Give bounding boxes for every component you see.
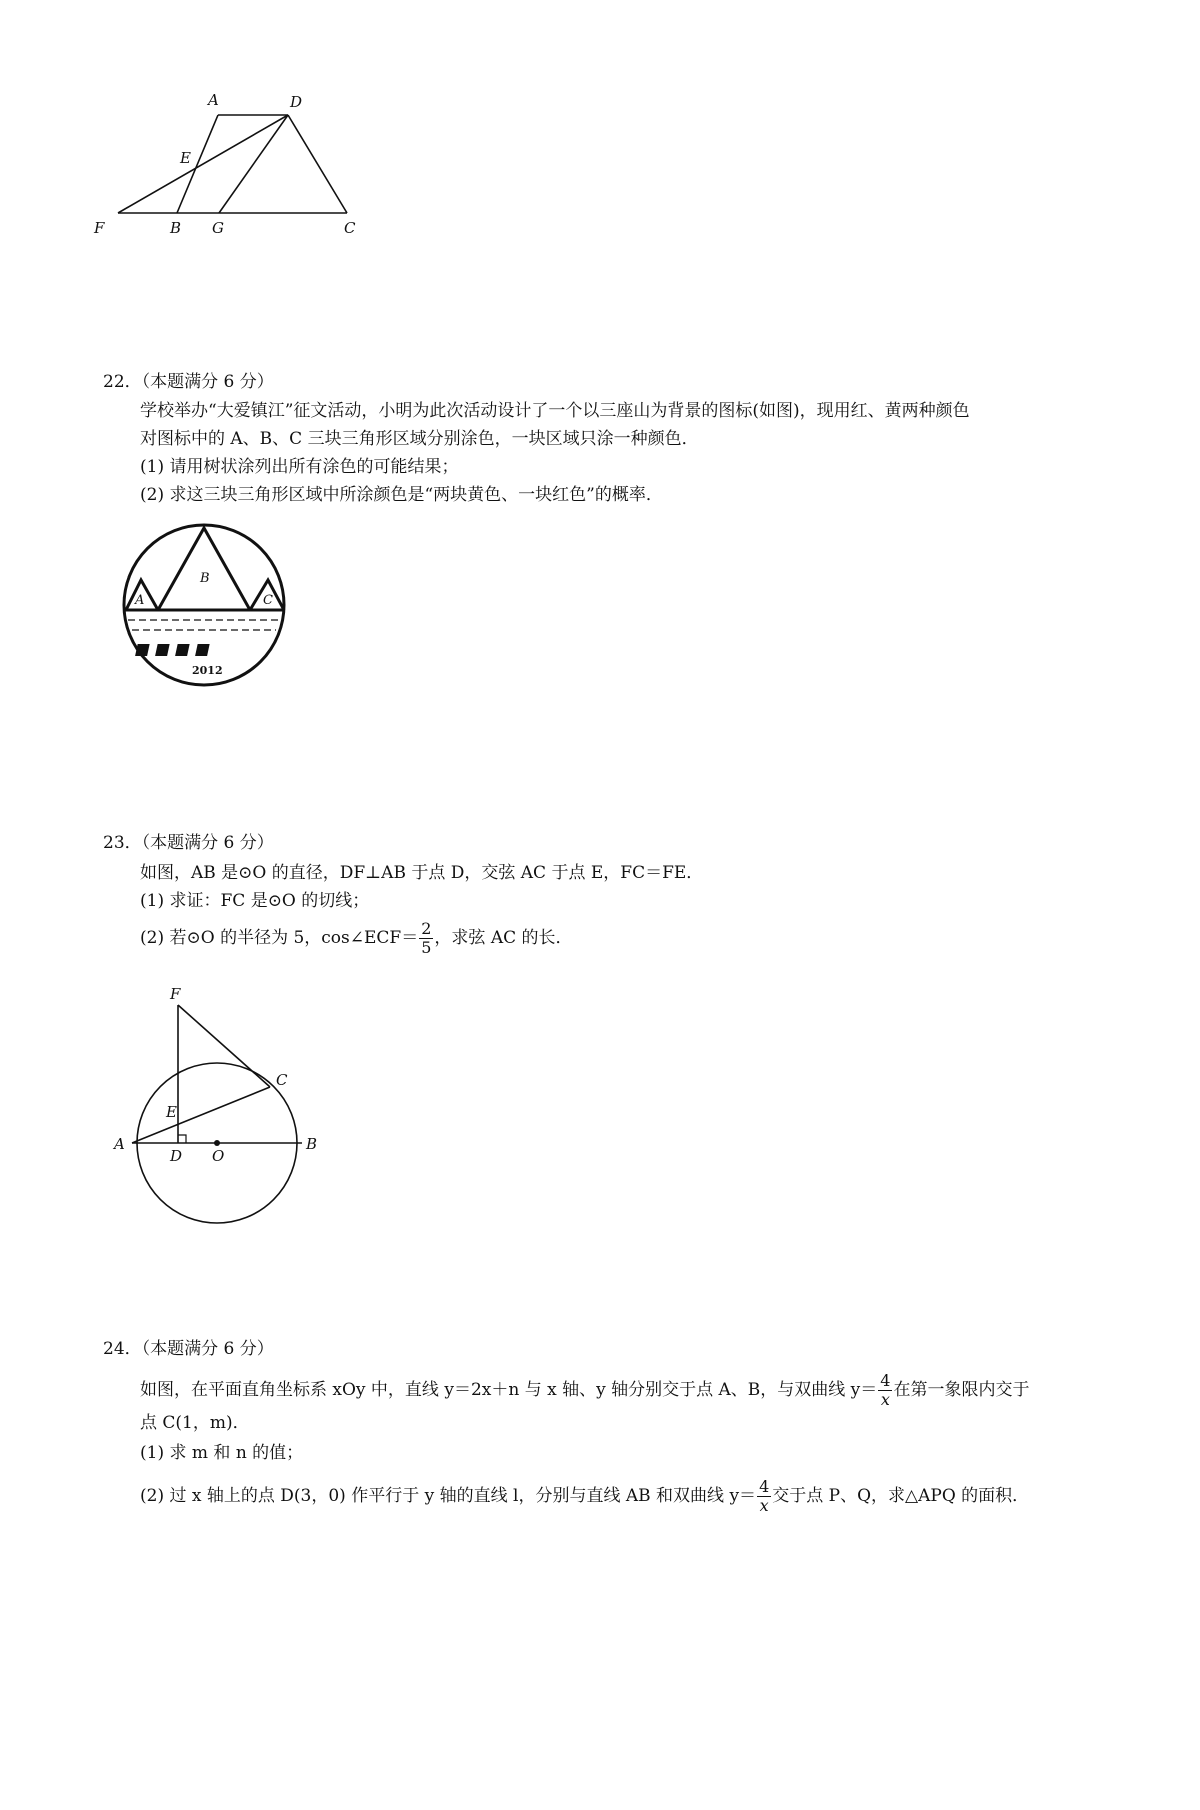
- q24-line1-end: 在第一象限内交于: [893, 1380, 1030, 1400]
- q23-fraction: [419, 920, 433, 957]
- fig23-label-B: B: [306, 1135, 318, 1153]
- circle-tangent-figure: [110, 985, 350, 1235]
- label-E: E: [180, 149, 191, 167]
- q23-line3-start: (2) 若⊙O 的半径为 5，cos∠ECF＝: [140, 928, 419, 948]
- right-angle-mark: [178, 1135, 186, 1143]
- q23-line3-end: ，求弦 AC 的长．: [434, 928, 573, 948]
- q24-line1-start: 如图，在平面直角坐标系 xOy 中，直线 y＝2x＋n 与 x 轴、y 轴分别交于点 A、B，与双曲线 y＝: [140, 1380, 878, 1400]
- q24-frac2-num: 4: [759, 1477, 770, 1496]
- q22-line3: (1) 请用树状涂列出所有涂色的可能结果；: [140, 457, 459, 477]
- mountain-B: [158, 528, 250, 610]
- q23-frac-num: 2: [421, 919, 432, 938]
- q24-line1: [140, 1372, 1029, 1409]
- fig23-label-F: F: [170, 985, 181, 1003]
- q24-line4-start: (2) 过 x 轴上的点 D(3，0) 作平行于 y 轴的直线 l，分别与直线 AB 和双曲线 y＝: [140, 1486, 757, 1506]
- fig23-label-C: C: [276, 1071, 288, 1089]
- logo-circle: [124, 525, 284, 685]
- q24-line2: 点 C(1，m)．: [140, 1413, 250, 1433]
- label-A: A: [208, 91, 219, 109]
- label-C: C: [344, 219, 356, 237]
- q23-line2: (1) 求证：FC 是⊙O 的切线；: [140, 891, 370, 911]
- mountain-logo-figure: [118, 520, 298, 700]
- fig23-label-A: A: [114, 1135, 125, 1153]
- label-D: D: [290, 93, 303, 111]
- q23-line3: [140, 920, 573, 957]
- fig23-label-O: O: [212, 1147, 225, 1165]
- logo-emblem-glyphs: [135, 644, 210, 656]
- q24-line4: [140, 1478, 1029, 1515]
- logo-year: 2012: [192, 664, 223, 677]
- q22-line1: 学校举办“大爱镇江”征文活动，小明为此次活动设计了一个以三座山为背景的图标(如图)，现用红、黄两种颜色: [140, 401, 970, 421]
- q24-line3: (1) 求 m 和 n 的值；: [140, 1443, 304, 1463]
- q24-fraction-2: [757, 1478, 771, 1515]
- logo-label-A: A: [135, 593, 145, 608]
- center-point-O: [214, 1140, 220, 1146]
- q24-frac1-num: 4: [880, 1371, 891, 1390]
- q23-header: 23．（本题满分 6 分）: [103, 833, 274, 853]
- q22-header: 22．（本题满分 6 分）: [103, 372, 274, 392]
- logo-label-C: C: [263, 593, 273, 608]
- q24-frac1-den: x: [880, 1390, 890, 1409]
- q22-line4: (2) 求这三块三角形区域中所涂颜色是“两块黄色、一块红色”的概率．: [140, 485, 663, 505]
- q24-line4-end: 交于点 P、Q，求△APQ 的面积．: [772, 1486, 1030, 1506]
- q23-frac-den: 5: [421, 938, 432, 957]
- q23-line1: 如图，AB 是⊙O 的直径，DF⊥AB 于点 D，交弦 AC 于点 E，FC＝FE．: [140, 863, 704, 883]
- logo-label-B: B: [200, 571, 210, 586]
- segment-DC: [288, 115, 347, 213]
- fig23-label-D: D: [170, 1147, 183, 1165]
- q24-fraction-1: [878, 1372, 892, 1409]
- q24-frac2-den: x: [759, 1496, 769, 1515]
- q22-line2: 对图标中的 A、B、C 三块三角形区域分别涂色，一块区域只涂一种颜色．: [140, 429, 699, 449]
- segment-DG: [219, 115, 288, 213]
- q24-header: 24．（本题满分 6 分）: [103, 1339, 274, 1359]
- label-B: B: [170, 219, 182, 237]
- trapezoid-figure: [94, 91, 420, 275]
- label-G: G: [212, 219, 224, 237]
- label-F: F: [94, 219, 105, 237]
- segment-FC: [178, 1005, 270, 1087]
- fig23-label-E: E: [166, 1103, 177, 1121]
- segment-DF: [118, 115, 288, 213]
